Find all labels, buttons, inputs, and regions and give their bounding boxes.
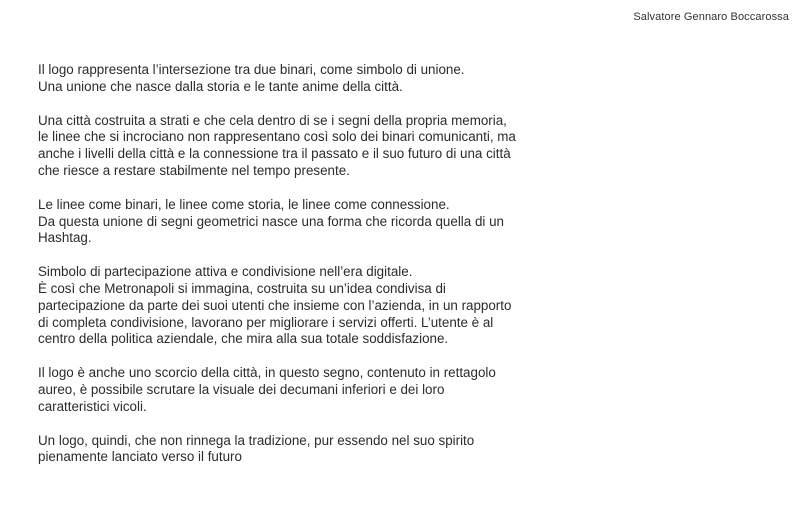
document-body: [38, 62, 598, 483]
paragraph-city-glimpse: [38, 365, 598, 415]
text-line: che riesce a restare stabilmente nel tempo presente.: [38, 162, 350, 178]
text-line: pienamente lanciato verso il futuro: [38, 449, 242, 465]
text-line: Il logo rappresenta l’intersezione tra due binari, come simbolo di unione.: [38, 62, 465, 77]
text-line: Da questa unione di segni geometrici nasce una forma che ricorda quella di un: [38, 213, 504, 229]
paragraph-city-layers: [38, 113, 598, 180]
text-line: anche i livelli della città e la connessione tra il passato e il suo futuro di una città: [38, 146, 511, 162]
text-line: Una città costruita a strati e che cela dentro di se i segni della propria memoria,: [38, 112, 507, 128]
text-line: centro della politica aziendale, che mira alla sua totale soddisfazione.: [38, 331, 449, 347]
paragraph-participation: [38, 264, 598, 348]
text-line: di completa condivisione, lavorano per migliorare i servizi offerti. L’utente è al: [38, 314, 494, 330]
text-line: Il logo è anche uno scorcio della città, in questo segno, contenuto in rettagolo: [38, 365, 496, 381]
paragraph-lines-hashtag: [38, 197, 598, 247]
paragraph-conclusion: [38, 433, 598, 467]
text-line: Hashtag.: [38, 230, 92, 246]
text-line: caratteristici vicoli.: [38, 398, 147, 414]
text-line: le linee che si incrociano non rappresentano così solo dei binari comunicanti, ma: [38, 129, 516, 145]
text-line: Le linee come binari, le linee come storia, le linee come connessione.: [38, 196, 450, 212]
text-line: È così che Metronapoli si immagina, costruita su un’idea condivisa di: [38, 280, 446, 296]
text-line: partecipazione da parte dei suoi utenti che insieme con l’azienda, in un rapporto: [38, 297, 512, 313]
text-line: aureo, è possibile scrutare la visuale dei decumani inferiori e dei loro: [38, 381, 445, 397]
text-line: Un logo, quindi, che non rinnega la tradizione, pur essendo nel suo spirito: [38, 432, 475, 448]
text-line: Simbolo di partecipazione attiva e condivisione nell’era digitale.: [38, 264, 413, 280]
text-line: Una unione che nasce dalla storia e le tante anime della città.: [38, 78, 403, 94]
author-name: Salvatore Gennaro Boccarossa: [633, 11, 789, 23]
paragraph-logo-intro: [38, 62, 598, 96]
